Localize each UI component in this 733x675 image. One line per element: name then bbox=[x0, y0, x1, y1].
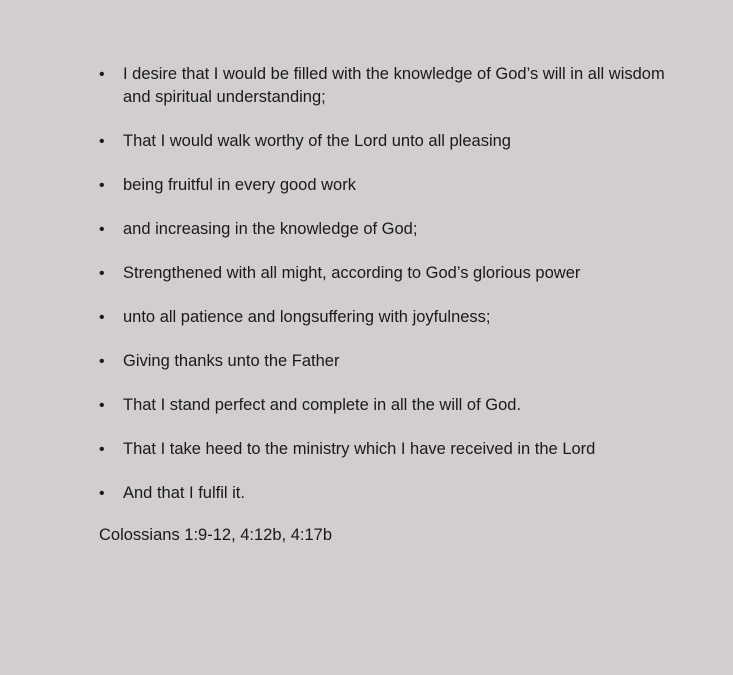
list-item bbox=[99, 394, 679, 417]
document-body bbox=[99, 63, 679, 547]
list-item-text: being fruitful in every good work bbox=[123, 176, 356, 194]
list-item bbox=[99, 482, 679, 505]
bullet-icon: • bbox=[99, 66, 105, 83]
bullet-icon: • bbox=[99, 441, 105, 458]
list-item bbox=[99, 63, 679, 109]
scripture-reference: Colossians 1:9-12, 4:12b, 4:17b bbox=[99, 526, 332, 544]
bullet-icon: • bbox=[99, 485, 105, 502]
list-item bbox=[99, 438, 679, 461]
list-item bbox=[99, 130, 679, 153]
list-item bbox=[99, 350, 679, 373]
bullet-icon: • bbox=[99, 353, 105, 370]
bullet-icon: • bbox=[99, 397, 105, 414]
bullet-icon: • bbox=[99, 177, 105, 194]
list-item bbox=[99, 306, 679, 329]
list-item bbox=[99, 174, 679, 197]
list-item-text: Giving thanks unto the Father bbox=[123, 352, 340, 370]
bullet-icon: • bbox=[99, 221, 105, 238]
list-item bbox=[99, 218, 679, 241]
list-item-text: That I take heed to the ministry which I have received in the Lord bbox=[123, 440, 596, 458]
list-item-text: That I would walk worthy of the Lord unto all pleasing bbox=[123, 132, 511, 150]
list-item-text: That I stand perfect and complete in all the will of God. bbox=[123, 396, 522, 414]
list-item-text: And that I fulfil it. bbox=[123, 484, 245, 502]
prayer-list bbox=[99, 63, 679, 505]
list-item-text: unto all patience and longsuffering with joyfulness; bbox=[123, 308, 491, 326]
bullet-icon: • bbox=[99, 133, 105, 150]
list-item-text: Strengthened with all might, according to God’s glorious power bbox=[123, 264, 581, 282]
list-item-text: I desire that I would be filled with the knowledge of God’s will in all wisdom and spiritual understanding; bbox=[123, 65, 665, 106]
bullet-icon: • bbox=[99, 265, 105, 282]
list-item-text: and increasing in the knowledge of God; bbox=[123, 220, 418, 238]
list-item bbox=[99, 262, 679, 285]
bullet-icon: • bbox=[99, 309, 105, 326]
